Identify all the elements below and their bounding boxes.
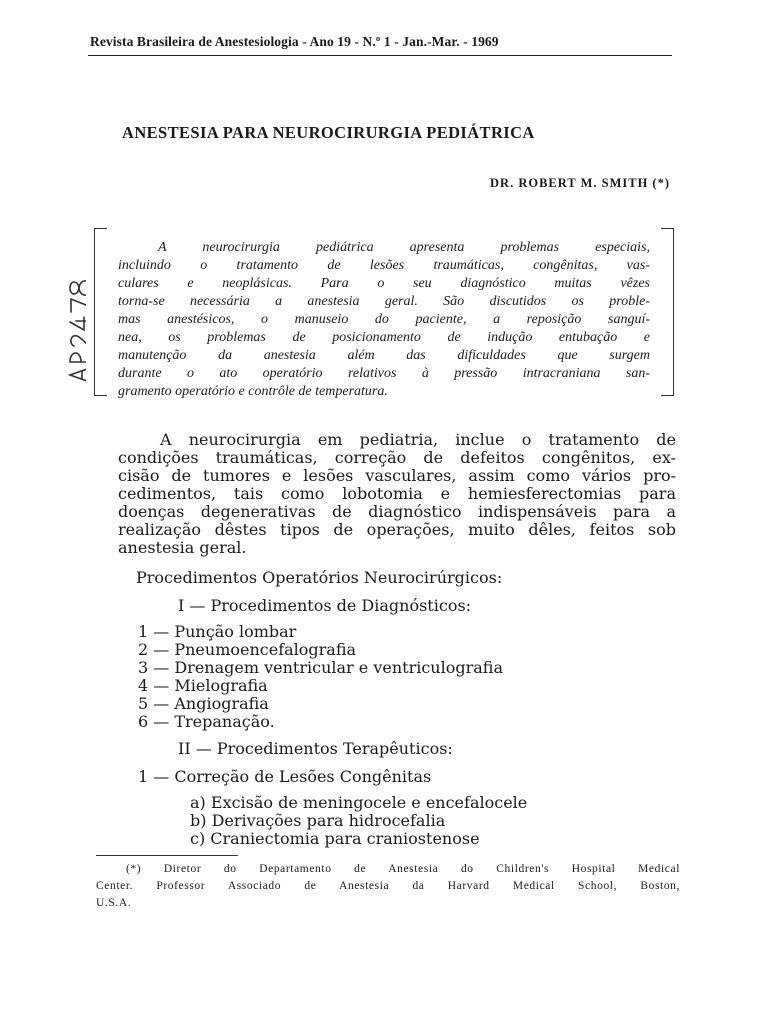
section-heading: Procedimentos Operatórios Neurocirúrgicos: <box>136 568 503 587</box>
header-rule <box>88 55 672 56</box>
footnote-line: (*) Diretor do Departamento de Anestesia do Children's Hospital Medical <box>126 863 680 875</box>
abstract-line: nea, os problemas de posicionamento de indução entubação e <box>118 330 650 345</box>
list-item: 2 — Pneumoencefalografia <box>138 640 357 659</box>
body-paragraph-line: anestesia geral. <box>118 538 247 557</box>
abstract-line: torna-se necessária a anestesia geral. São discutidos os proble- <box>118 294 650 309</box>
footnote-line: Center. Professor Associado de Anestesia da Harvard Medical School, Boston, <box>96 880 680 892</box>
list-item: 3 — Drenagem ventricular e ventriculografia <box>138 658 503 677</box>
running-head: Revista Brasileira de Anestesiologia - Ano 19 - N.º 1 - Jan.-Mar. - 1969 <box>90 34 499 49</box>
list-item: 6 — Trepanação. <box>138 712 275 731</box>
body-paragraph-line: realização dêstes tipos de operações, muito dêles, feitos sob <box>118 520 676 539</box>
body-paragraph-line: doenças degenerativas de diagnóstico indispensáveis para a <box>118 502 676 521</box>
abstract-line: durante o ato operatório relativos à pressão intracraniana san- <box>118 366 650 381</box>
abstract-line: gramento operatório e contrôle de temperatura. <box>118 384 388 399</box>
abstract-line: manutenção da anestesia além das dificuldades que surgem <box>118 348 650 363</box>
footnote-line: U.S.A. <box>96 897 132 909</box>
list-subitem: c) Craniectomia para craniostenose <box>190 829 480 848</box>
abstract-line: culares e neoplásicas. Para o seu diagnóstico muitas vêzes <box>118 276 650 291</box>
article-author: DR. ROBERT M. SMITH (*) <box>490 176 670 190</box>
list-item: 1 — Punção lombar <box>138 622 297 641</box>
therapeutic-procedures-heading: II — Procedimentos Terapêuticos: <box>178 739 453 758</box>
footnote-rule <box>96 855 238 856</box>
list-item: 4 — Mielografia <box>138 676 268 695</box>
body-paragraph-line: cisão de tumores e lesões vasculares, assim como vários pro- <box>118 466 676 485</box>
body-paragraph-line: A neurocirurgia em pediatria, inclue o tratamento de <box>160 430 676 449</box>
handwritten-margin-note <box>40 272 86 388</box>
body-paragraph-line: condições traumáticas, correção de defeitos congênitos, ex- <box>118 448 676 467</box>
list-item: 5 — Angiografia <box>138 694 269 713</box>
abstract-line: mas anestésicos, o manuseio do paciente, a reposição sanguí- <box>118 312 650 327</box>
list-subitem: a) Excisão de meningocele e encefalocele <box>190 793 528 812</box>
article-title: ANESTESIA PARA NEUROCIRURGIA PEDIÁTRICA <box>122 123 535 142</box>
diagnostic-procedures-heading: I — Procedimentos de Diagnósticos: <box>178 596 472 615</box>
list-item: 1 — Correção de Lesões Congênitas <box>138 767 432 786</box>
abstract-line: incluindo o tratamento de lesões traumáticas, congênitas, vas- <box>118 258 650 273</box>
body-paragraph-line: cedimentos, tais como lobotomia e hemiesferectomias para <box>118 484 676 503</box>
list-subitem: b) Derivações para hidrocefalia <box>190 811 446 830</box>
abstract-line: A neurocirurgia pediátrica apresenta problemas especiais, <box>158 240 650 255</box>
